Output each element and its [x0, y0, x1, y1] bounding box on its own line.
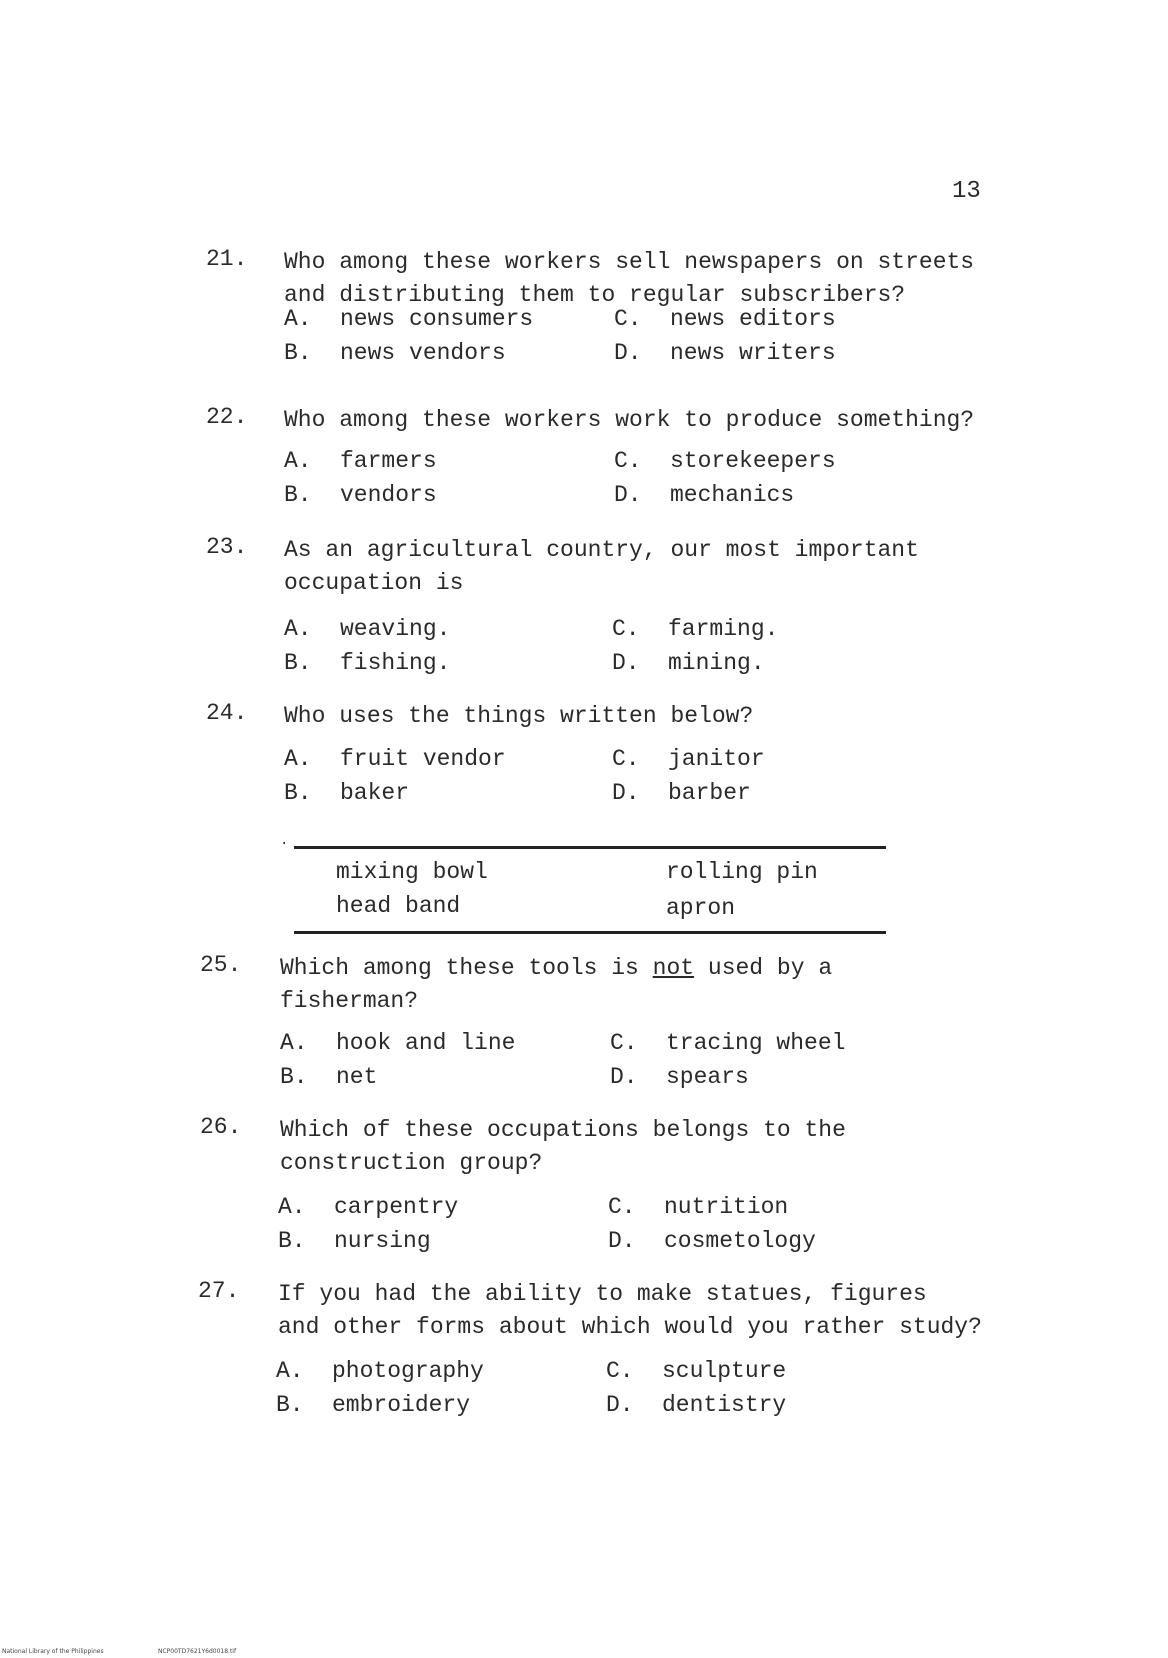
question-text: Who among these workers sell newspapers on streets and distributing them to regular subscribers?: [284, 249, 975, 308]
question-number: 26.: [200, 1114, 242, 1140]
tool-item: apron: [666, 895, 736, 921]
question-number: 27.: [198, 1278, 240, 1304]
option-c: C. news editors: [614, 306, 836, 332]
option-a: A. carpentry: [278, 1194, 459, 1220]
option-a: A. farmers: [284, 448, 437, 474]
question-number: 23.: [206, 534, 248, 560]
option-c: C. janitor: [612, 746, 765, 772]
question-text: As an agricultural country, our most important occupation is: [284, 537, 919, 596]
option-b: B. embroidery: [276, 1392, 471, 1418]
question-number: 22.: [206, 404, 248, 430]
option-d: D. spears: [610, 1064, 749, 1090]
option-a: A. weaving.: [284, 616, 451, 642]
question-text: Who among these workers work to produce something?: [284, 407, 975, 433]
option-c: C. nutrition: [608, 1194, 789, 1220]
option-b: B. vendors: [284, 482, 437, 508]
option-d: D. cosmetology: [608, 1228, 816, 1254]
question-number: 24.: [206, 700, 248, 726]
stray-mark: ·: [280, 836, 289, 852]
question-number: 25.: [200, 952, 242, 978]
question-text: Which among these tools is not used by a fisherman?: [280, 955, 833, 1014]
option-c: C. tracing wheel: [610, 1030, 846, 1056]
option-b: B. news vendors: [284, 340, 506, 366]
option-c: C. sculpture: [606, 1358, 787, 1384]
tool-item: head band: [336, 893, 461, 919]
tool-item: rolling pin: [666, 859, 818, 885]
question-text: Who uses the things written below?: [284, 703, 754, 729]
option-d: D. mining.: [612, 650, 765, 676]
footer-file-id: NCP00TD7621Y6d0018.tif: [158, 1648, 237, 1655]
underlined-word: not: [652, 955, 695, 981]
option-d: D. mechanics: [614, 482, 795, 508]
option-d: D. news writers: [614, 340, 836, 366]
option-b: B. fishing.: [284, 650, 451, 676]
option-a: A. fruit vendor: [284, 746, 506, 772]
question-number: 21.: [206, 246, 248, 272]
option-a: A. photography: [276, 1358, 484, 1384]
option-a: A. hook and line: [280, 1030, 516, 1056]
footer-library-name: National Library of the Philippines: [2, 1648, 104, 1655]
option-d: D. barber: [612, 780, 751, 806]
question-text: Which of these occupations belongs to the construction group?: [280, 1117, 846, 1176]
option-d: D. dentistry: [606, 1392, 787, 1418]
page-number: 13: [952, 178, 981, 205]
tool-item: mixing bowl: [336, 859, 488, 885]
tool-list-box: [294, 846, 886, 934]
option-b: B. net: [280, 1064, 378, 1090]
option-c: C. farming.: [612, 616, 779, 642]
option-a: A. news consumers: [284, 306, 534, 332]
option-b: B. nursing: [278, 1228, 431, 1254]
option-c: C. storekeepers: [614, 448, 836, 474]
question-text: If you had the ability to make statues, figures and other forms about which would you rather study?: [278, 1281, 982, 1340]
option-b: B. baker: [284, 780, 410, 806]
